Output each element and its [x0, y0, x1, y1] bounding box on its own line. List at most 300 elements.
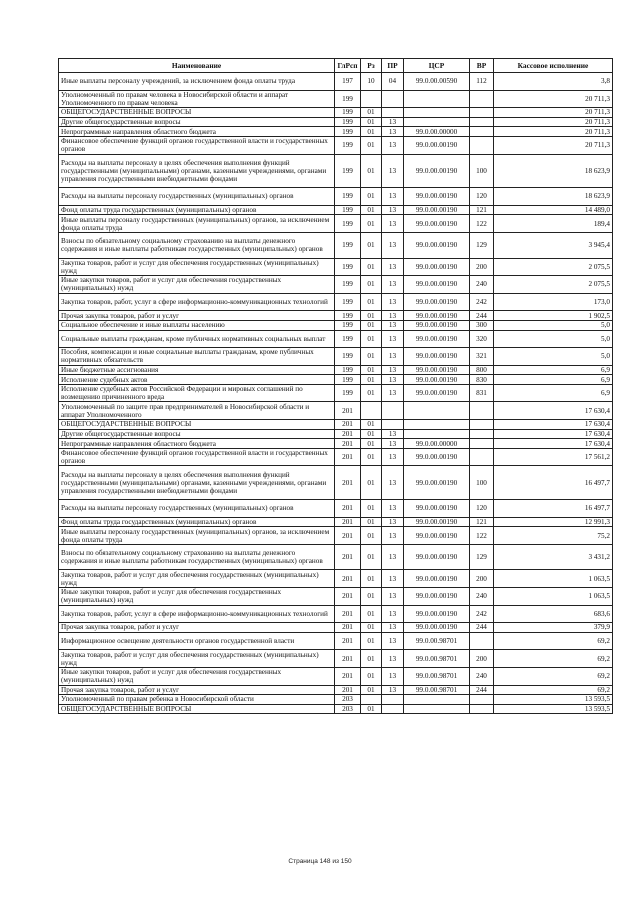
- cell-name: Иные выплаты персоналу учреждений, за исключением фонда оплаты труда: [59, 73, 335, 91]
- cell-name: Взносы по обязательному социальному страхованию на выплаты денежного содержания и иные выплаты работникам государственных (муниципальных) органов: [59, 544, 335, 570]
- cell-pr: 13: [382, 136, 404, 154]
- cell-grbs: 199: [335, 154, 361, 188]
- cell-vr: 122: [470, 215, 494, 233]
- table-row: [59, 466, 613, 500]
- cell-vr: [470, 136, 494, 154]
- cell-rz: 01: [361, 544, 382, 570]
- cell-grbs: 199: [335, 232, 361, 258]
- cell-rz: 01: [361, 365, 382, 375]
- cell-grbs: 201: [335, 667, 361, 685]
- cell-csr: [404, 704, 470, 714]
- cell-vr: 121: [470, 205, 494, 215]
- table-row: [59, 588, 613, 606]
- cell-name: Пособия, компенсации и иные социальные выплаты гражданам, кроме публичных нормативных обязательств: [59, 348, 335, 366]
- cell-rz: 01: [361, 276, 382, 294]
- cell-pr: 13: [382, 570, 404, 588]
- cell-grbs: 199: [335, 365, 361, 375]
- cell-grbs: 199: [335, 188, 361, 206]
- cell-csr: [404, 420, 470, 430]
- cell-cash-execution: 14 489,0: [494, 205, 613, 215]
- cell-vr: [470, 90, 494, 108]
- cell-name: Закупка товаров, работ и услуг для обеспечения государственных (муниципальных) нужд: [59, 258, 335, 276]
- cell-cash-execution: 20 711,3: [494, 127, 613, 137]
- cell-csr: 99.0.00.00190: [404, 365, 470, 375]
- cell-rz: 01: [361, 215, 382, 233]
- cell-grbs: 201: [335, 429, 361, 439]
- cell-grbs: 201: [335, 605, 361, 623]
- cell-csr: 99.0.00.00190: [404, 320, 470, 330]
- cell-grbs: 201: [335, 570, 361, 588]
- cell-cash-execution: 173,0: [494, 293, 613, 311]
- cell-vr: 244: [470, 311, 494, 321]
- cell-csr: 99.0.00.00190: [404, 623, 470, 633]
- cell-rz: [361, 402, 382, 420]
- cell-cash-execution: 189,4: [494, 215, 613, 233]
- cell-pr: 13: [382, 544, 404, 570]
- cell-rz: 01: [361, 650, 382, 668]
- cell-rz: 01: [361, 429, 382, 439]
- cell-grbs: 199: [335, 348, 361, 366]
- cell-csr: 99.0.00.98701: [404, 685, 470, 695]
- cell-pr: 13: [382, 311, 404, 321]
- cell-rz: 01: [361, 136, 382, 154]
- table-row: [59, 330, 613, 348]
- cell-csr: [404, 117, 470, 127]
- cell-vr: [470, 448, 494, 466]
- cell-name: ОБЩЕГОСУДАРСТВЕННЫЕ ВОПРОСЫ: [59, 704, 335, 714]
- cell-csr: 99.0.00.00190: [404, 188, 470, 206]
- cell-pr: 13: [382, 348, 404, 366]
- cell-vr: [470, 108, 494, 118]
- cell-pr: 13: [382, 276, 404, 294]
- cell-rz: 01: [361, 570, 382, 588]
- cell-csr: 99.0.00.00190: [404, 605, 470, 623]
- cell-csr: 99.0.00.00190: [404, 375, 470, 385]
- cell-grbs: 199: [335, 90, 361, 108]
- cell-name: Финансовое обеспечение функций органов государственной власти и государственных органов: [59, 448, 335, 466]
- cell-rz: 01: [361, 420, 382, 430]
- table-row: [59, 429, 613, 439]
- cell-rz: 01: [361, 320, 382, 330]
- cell-rz: 01: [361, 108, 382, 118]
- cell-name: Социальные выплаты гражданам, кроме публичных нормативных социальных выплат: [59, 330, 335, 348]
- cell-rz: 01: [361, 466, 382, 500]
- cell-csr: [404, 402, 470, 420]
- cell-csr: 99.0.00.00190: [404, 330, 470, 348]
- header-grbs: ГлРсп: [335, 59, 361, 73]
- cell-vr: 200: [470, 650, 494, 668]
- cell-csr: 99.0.00.98701: [404, 650, 470, 668]
- cell-grbs: 199: [335, 258, 361, 276]
- cell-csr: 99.0.00.00190: [404, 448, 470, 466]
- cell-pr: [382, 402, 404, 420]
- cell-csr: 99.0.00.00190: [404, 384, 470, 402]
- table-row: [59, 667, 613, 685]
- table-row: [59, 348, 613, 366]
- cell-pr: 13: [382, 650, 404, 668]
- cell-vr: 320: [470, 330, 494, 348]
- cell-pr: 13: [382, 375, 404, 385]
- cell-name: Иные закупки товаров, работ и услуг для обеспечения государственных (муниципальных) нужд: [59, 588, 335, 606]
- cell-rz: 01: [361, 517, 382, 527]
- cell-cash-execution: 17 630,4: [494, 429, 613, 439]
- table-row: [59, 375, 613, 385]
- cell-cash-execution: 13 593,5: [494, 704, 613, 714]
- cell-cash-execution: 18 623,9: [494, 154, 613, 188]
- cell-grbs: 199: [335, 276, 361, 294]
- cell-pr: [382, 90, 404, 108]
- table-row: [59, 205, 613, 215]
- cell-rz: 01: [361, 348, 382, 366]
- cell-vr: 800: [470, 365, 494, 375]
- cell-name: Фонд оплаты труда государственных (муниципальных) органов: [59, 205, 335, 215]
- cell-cash-execution: 75,2: [494, 527, 613, 545]
- cell-name: Прочая закупка товаров, работ и услуг: [59, 311, 335, 321]
- cell-csr: 99.0.00.98701: [404, 632, 470, 650]
- table-row: [59, 420, 613, 430]
- cell-csr: 99.0.00.00000: [404, 127, 470, 137]
- table-row: [59, 623, 613, 633]
- cell-csr: 99.0.00.98701: [404, 667, 470, 685]
- cell-rz: 01: [361, 632, 382, 650]
- cell-cash-execution: 13 593,5: [494, 695, 613, 705]
- cell-pr: 13: [382, 320, 404, 330]
- cell-vr: 242: [470, 293, 494, 311]
- cell-grbs: 199: [335, 127, 361, 137]
- cell-pr: 13: [382, 127, 404, 137]
- cell-pr: 13: [382, 632, 404, 650]
- cell-name: Исполнение судебных актов: [59, 375, 335, 385]
- table-row: [59, 154, 613, 188]
- cell-csr: 99.0.00.00190: [404, 276, 470, 294]
- cell-grbs: 201: [335, 448, 361, 466]
- cell-grbs: 201: [335, 544, 361, 570]
- cell-name: Расходы на выплаты персоналу государственных (муниципальных) органов: [59, 188, 335, 206]
- cell-pr: 13: [382, 293, 404, 311]
- cell-pr: [382, 704, 404, 714]
- cell-cash-execution: 2 075,5: [494, 258, 613, 276]
- cell-vr: 240: [470, 667, 494, 685]
- table-row: [59, 73, 613, 91]
- cell-csr: 99.0.00.00190: [404, 232, 470, 258]
- cell-name: Финансовое обеспечение функций органов государственной власти и государственных органов: [59, 136, 335, 154]
- table-row: [59, 215, 613, 233]
- cell-csr: 99.0.00.00190: [404, 215, 470, 233]
- table-row: [59, 605, 613, 623]
- cell-vr: [470, 704, 494, 714]
- cell-pr: 13: [382, 365, 404, 375]
- table-row: [59, 293, 613, 311]
- table-row: [59, 632, 613, 650]
- cell-grbs: 199: [335, 375, 361, 385]
- header-rz: Рз: [361, 59, 382, 73]
- cell-name: Исполнение судебных актов Российской Федерации и мировых соглашений по возмещению причиненного вреда: [59, 384, 335, 402]
- cell-rz: [361, 90, 382, 108]
- cell-name: Прочая закупка товаров, работ и услуг: [59, 685, 335, 695]
- cell-name: Иные выплаты персоналу государственных (муниципальных) органов, за исключением фонда оплаты труда: [59, 527, 335, 545]
- table-row: [59, 320, 613, 330]
- cell-pr: 13: [382, 667, 404, 685]
- header-csr: ЦСР: [404, 59, 470, 73]
- cell-csr: 99.0.00.00190: [404, 527, 470, 545]
- table-row: [59, 439, 613, 449]
- cell-name: Расходы на выплаты персоналу государственных (муниципальных) органов: [59, 500, 335, 518]
- table-row: [59, 127, 613, 137]
- table-row: [59, 685, 613, 695]
- cell-cash-execution: 20 711,3: [494, 117, 613, 127]
- cell-csr: 99.0.00.00190: [404, 136, 470, 154]
- table-row: [59, 650, 613, 668]
- budget-execution-table: [58, 58, 613, 714]
- cell-pr: 13: [382, 517, 404, 527]
- cell-name: Непрограммные направления областного бюджета: [59, 127, 335, 137]
- cell-grbs: 199: [335, 311, 361, 321]
- cell-csr: 99.0.00.00590: [404, 73, 470, 91]
- cell-name: Расходы на выплаты персоналу в целях обеспечения выполнения функций государственными (муниципальными) органами, казенными учреждениями, органами управления государственными внебюджетными фондами: [59, 154, 335, 188]
- cell-name: ОБЩЕГОСУДАРСТВЕННЫЕ ВОПРОСЫ: [59, 108, 335, 118]
- cell-vr: 120: [470, 188, 494, 206]
- cell-vr: 100: [470, 466, 494, 500]
- cell-rz: 01: [361, 588, 382, 606]
- cell-name: Другие общегосударственные вопросы: [59, 117, 335, 127]
- cell-csr: 99.0.00.00190: [404, 544, 470, 570]
- cell-name: Закупка товаров, работ и услуг для обеспечения государственных (муниципальных) нужд: [59, 650, 335, 668]
- cell-csr: 99.0.00.00190: [404, 517, 470, 527]
- cell-rz: 01: [361, 500, 382, 518]
- cell-cash-execution: 17 630,4: [494, 420, 613, 430]
- cell-grbs: 201: [335, 500, 361, 518]
- cell-csr: 99.0.00.00190: [404, 500, 470, 518]
- budget-table-sheet: [58, 58, 612, 714]
- cell-rz: 01: [361, 527, 382, 545]
- cell-pr: 13: [382, 527, 404, 545]
- cell-grbs: 201: [335, 527, 361, 545]
- cell-pr: 13: [382, 117, 404, 127]
- cell-vr: 240: [470, 588, 494, 606]
- table-row: [59, 136, 613, 154]
- cell-rz: 10: [361, 73, 382, 91]
- cell-cash-execution: 1 063,5: [494, 570, 613, 588]
- cell-grbs: 201: [335, 439, 361, 449]
- cell-name: Уполномоченный по правам ребенка в Новосибирской области: [59, 695, 335, 705]
- cell-rz: 01: [361, 330, 382, 348]
- cell-rz: 01: [361, 205, 382, 215]
- cell-csr: 99.0.00.00190: [404, 588, 470, 606]
- cell-name: Социальное обеспечение и иные выплаты населению: [59, 320, 335, 330]
- cell-csr: 99.0.00.00190: [404, 570, 470, 588]
- cell-csr: [404, 108, 470, 118]
- cell-name: Закупка товаров, работ и услуг для обеспечения государственных (муниципальных) нужд: [59, 570, 335, 588]
- cell-grbs: 201: [335, 685, 361, 695]
- cell-csr: 99.0.00.00190: [404, 348, 470, 366]
- cell-cash-execution: 20 711,3: [494, 108, 613, 118]
- cell-vr: 300: [470, 320, 494, 330]
- cell-cash-execution: 20 711,3: [494, 90, 613, 108]
- table-row: [59, 90, 613, 108]
- cell-rz: 01: [361, 154, 382, 188]
- cell-csr: [404, 695, 470, 705]
- cell-grbs: 199: [335, 205, 361, 215]
- cell-vr: [470, 632, 494, 650]
- cell-csr: [404, 90, 470, 108]
- cell-pr: 13: [382, 429, 404, 439]
- cell-pr: 13: [382, 466, 404, 500]
- cell-rz: 01: [361, 258, 382, 276]
- cell-vr: 112: [470, 73, 494, 91]
- cell-rz: 01: [361, 685, 382, 695]
- cell-cash-execution: 3 431,2: [494, 544, 613, 570]
- cell-grbs: 201: [335, 402, 361, 420]
- cell-rz: 01: [361, 623, 382, 633]
- cell-vr: 830: [470, 375, 494, 385]
- cell-rz: 01: [361, 667, 382, 685]
- cell-vr: [470, 127, 494, 137]
- cell-grbs: 201: [335, 632, 361, 650]
- cell-grbs: 203: [335, 704, 361, 714]
- cell-pr: 13: [382, 258, 404, 276]
- cell-cash-execution: 683,6: [494, 605, 613, 623]
- cell-name: Иные закупки товаров, работ и услуг для обеспечения государственных (муниципальных) нужд: [59, 667, 335, 685]
- table-row: [59, 311, 613, 321]
- cell-cash-execution: 12 991,3: [494, 517, 613, 527]
- cell-pr: [382, 420, 404, 430]
- cell-csr: [404, 429, 470, 439]
- cell-pr: 13: [382, 215, 404, 233]
- table-row: [59, 188, 613, 206]
- cell-rz: 01: [361, 188, 382, 206]
- cell-name: Расходы на выплаты персоналу в целях обеспечения выполнения функций государственными (муниципальными) органами, казенными учреждениями, органами управления государственными внебюджетными фондами: [59, 466, 335, 500]
- cell-vr: [470, 695, 494, 705]
- cell-name: ОБЩЕГОСУДАРСТВЕННЫЕ ВОПРОСЫ: [59, 420, 335, 430]
- cell-grbs: 201: [335, 588, 361, 606]
- cell-grbs: 201: [335, 466, 361, 500]
- table-row: [59, 384, 613, 402]
- cell-pr: 13: [382, 330, 404, 348]
- cell-csr: 99.0.00.00190: [404, 293, 470, 311]
- cell-vr: [470, 420, 494, 430]
- cell-rz: 01: [361, 605, 382, 623]
- cell-grbs: 201: [335, 623, 361, 633]
- cell-cash-execution: 6,9: [494, 365, 613, 375]
- cell-rz: 01: [361, 375, 382, 385]
- cell-vr: 121: [470, 517, 494, 527]
- cell-vr: 321: [470, 348, 494, 366]
- table-row: [59, 704, 613, 714]
- cell-rz: 01: [361, 117, 382, 127]
- table-row: [59, 117, 613, 127]
- cell-grbs: 201: [335, 517, 361, 527]
- table-row: [59, 108, 613, 118]
- cell-pr: 13: [382, 605, 404, 623]
- cell-cash-execution: 3,8: [494, 73, 613, 91]
- cell-grbs: 197: [335, 73, 361, 91]
- cell-pr: 13: [382, 500, 404, 518]
- cell-grbs: 199: [335, 108, 361, 118]
- cell-name: Взносы по обязательному социальному страхованию на выплаты денежного содержания и иные выплаты работникам государственных (муниципальных) органов: [59, 232, 335, 258]
- cell-name: Закупка товаров, работ, услуг в сфере информационно-коммуникационных технологий: [59, 605, 335, 623]
- table-row: [59, 402, 613, 420]
- cell-vr: [470, 117, 494, 127]
- cell-name: Непрограммные направления областного бюджета: [59, 439, 335, 449]
- cell-cash-execution: 6,9: [494, 375, 613, 385]
- cell-csr: 99.0.00.00190: [404, 466, 470, 500]
- cell-pr: 13: [382, 439, 404, 449]
- cell-vr: 129: [470, 544, 494, 570]
- cell-vr: 244: [470, 623, 494, 633]
- table-row: [59, 544, 613, 570]
- cell-pr: [382, 695, 404, 705]
- cell-grbs: 199: [335, 384, 361, 402]
- cell-rz: 01: [361, 293, 382, 311]
- header-name: Наименование: [59, 59, 335, 73]
- cell-cash-execution: 5,0: [494, 348, 613, 366]
- cell-rz: 01: [361, 384, 382, 402]
- cell-grbs: 199: [335, 320, 361, 330]
- cell-vr: 120: [470, 500, 494, 518]
- cell-cash-execution: 1 902,5: [494, 311, 613, 321]
- cell-pr: 13: [382, 448, 404, 466]
- cell-rz: [361, 695, 382, 705]
- cell-pr: 13: [382, 685, 404, 695]
- cell-vr: 240: [470, 276, 494, 294]
- table-row: [59, 276, 613, 294]
- cell-pr: [382, 108, 404, 118]
- cell-grbs: 199: [335, 215, 361, 233]
- header-cash-execution: Кассовое исполнение: [494, 59, 613, 73]
- cell-rz: 01: [361, 704, 382, 714]
- cell-cash-execution: 17 561,2: [494, 448, 613, 466]
- cell-csr: 99.0.00.00190: [404, 311, 470, 321]
- cell-vr: [470, 439, 494, 449]
- cell-csr: 99.0.00.00190: [404, 154, 470, 188]
- cell-cash-execution: 5,0: [494, 330, 613, 348]
- cell-name: Фонд оплаты труда государственных (муниципальных) органов: [59, 517, 335, 527]
- cell-grbs: 201: [335, 420, 361, 430]
- cell-pr: 13: [382, 623, 404, 633]
- cell-rz: 01: [361, 232, 382, 258]
- cell-cash-execution: 3 945,4: [494, 232, 613, 258]
- cell-name: Закупка товаров, работ, услуг в сфере информационно-коммуникационных технологий: [59, 293, 335, 311]
- cell-grbs: 199: [335, 293, 361, 311]
- cell-cash-execution: 20 711,3: [494, 136, 613, 154]
- cell-grbs: 201: [335, 650, 361, 668]
- cell-cash-execution: 5,0: [494, 320, 613, 330]
- cell-cash-execution: 17 630,4: [494, 402, 613, 420]
- table-row: [59, 448, 613, 466]
- cell-name: Иные выплаты персоналу государственных (муниципальных) органов, за исключением фонда оплаты труда: [59, 215, 335, 233]
- cell-cash-execution: 69,2: [494, 632, 613, 650]
- table-row: [59, 365, 613, 375]
- cell-csr: 99.0.00.00190: [404, 258, 470, 276]
- cell-pr: 13: [382, 384, 404, 402]
- cell-name: Уполномоченный по правам человека в Новосибирской области и аппарат Уполномоченного по правам человека: [59, 90, 335, 108]
- cell-name: Уполномоченный по защите прав предпринимателей в Новосибирской области и аппарат Уполномоченного: [59, 402, 335, 420]
- cell-pr: 13: [382, 588, 404, 606]
- cell-rz: 01: [361, 439, 382, 449]
- cell-cash-execution: 379,9: [494, 623, 613, 633]
- table-row: [59, 517, 613, 527]
- cell-grbs: 199: [335, 136, 361, 154]
- cell-cash-execution: 6,9: [494, 384, 613, 402]
- cell-pr: 04: [382, 73, 404, 91]
- table-row: [59, 527, 613, 545]
- table-row: [59, 570, 613, 588]
- cell-vr: [470, 402, 494, 420]
- table-row: [59, 258, 613, 276]
- cell-cash-execution: 69,2: [494, 650, 613, 668]
- table-row: [59, 232, 613, 258]
- cell-name: Иные закупки товаров, работ и услуг для обеспечения государственных (муниципальных) нужд: [59, 276, 335, 294]
